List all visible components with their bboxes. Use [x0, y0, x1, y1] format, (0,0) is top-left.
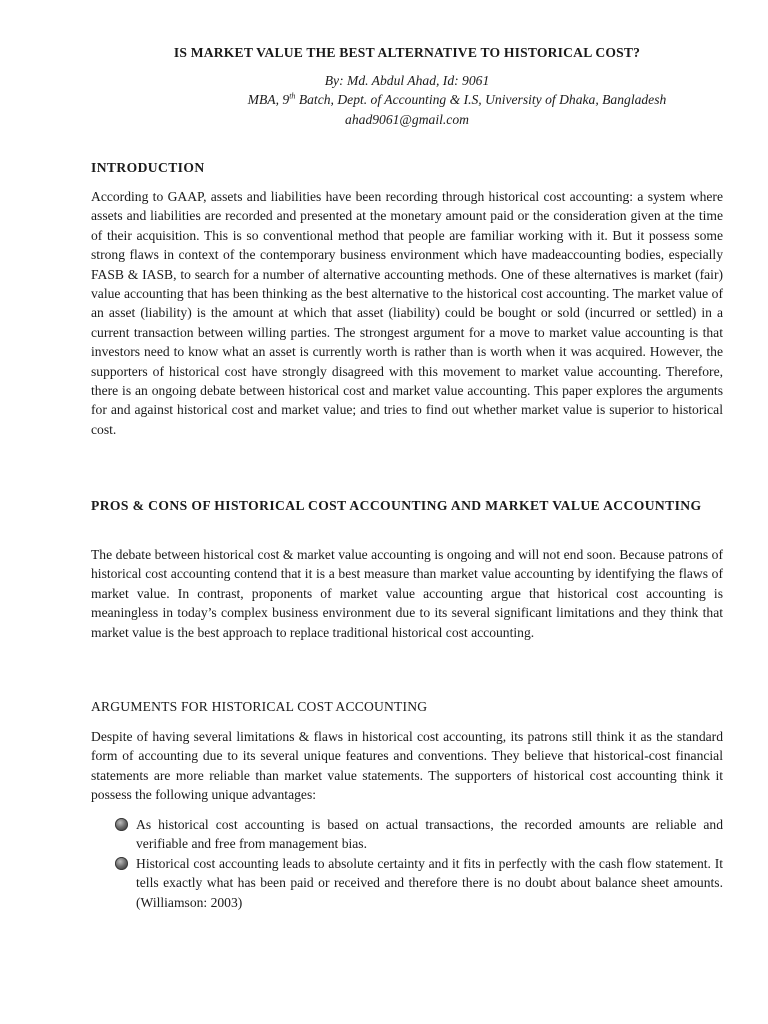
affiliation-pre: MBA, 9 [247, 92, 290, 107]
pros-cons-paragraph: The debate between historical cost & market value accounting is ongoing and will not end soon. Because patrons of historical cost accounting contend that it is a best measure than market value accounting by identifying the flaws of market value. In contrast, proponents of market value accounting argue that historical cost accounting is meaningless in today’s complex business environment due to its several significant limitations and they think that market value is the best approach to replace traditional historical cost accounting. [91, 547, 723, 640]
list-item-text: Historical cost accounting leads to absolute certainty and it fits in perfectly with the cash flow statement. It tells exactly what has been paid or received and therefore there is no doubt about balance sheet amounts. (Williamson: 2003) [136, 855, 723, 910]
arguments-paragraph: Despite of having several limitations & flaws in historical cost accounting, its patrons still think it as the standard form of accounting due to its several unique features and conventions. They believe that historical-cost financial statements are more reliable than market value statements. The supporters of historical cost accounting think it possess the following unique advantages: [91, 729, 723, 803]
bullet-icon [115, 857, 128, 870]
author-email: ahad9061@gmail.com [345, 112, 469, 127]
affiliation-post: Batch, Dept. of Accounting & I.S, University of Dhaka, Bangladesh [295, 92, 667, 107]
author-line: By: Md. Abdul Ahad, Id: 9061 [324, 73, 490, 88]
paper-title: IS MARKET VALUE THE BEST ALTERNATIVE TO HISTORICAL COST? [173, 45, 641, 60]
introduction-heading: INTRODUCTION [91, 160, 205, 175]
affiliation-line [141, 92, 768, 108]
list-item [115, 854, 723, 912]
arguments-heading: ARGUMENTS FOR HISTORICAL COST ACCOUNTING [91, 699, 428, 714]
pros-cons-heading: PROS & CONS OF HISTORICAL COST ACCOUNTING AND MARKET VALUE ACCOUNTING [91, 498, 702, 513]
advantages-list [115, 815, 723, 912]
affiliation-superscript: th [289, 91, 296, 101]
introduction-paragraph: According to GAAP, assets and liabilities have been recording through historical cost accounting: a system where assets and liabilities are recorded and presented at the monetary amount paid or the consideration given at the time of their acquisition. This is so conventional method that people are familiar working with it. But it possess some strong flaws in context of the contemporary business environment which have madeaccounting bodies, especially FASB & IASB, to search for a number of alternative accounting methods. One of these alternatives is market (fair) value accounting that has been thinking as the best alternative to the historical cost accounting. The market value of an asset (liability) is the amount at which that asset (liability) could be bought or sold (incurred or settled) in a current transaction between willing parties. The strongest argument for a move to market value accounting is that investors need to know what an asset is currently worth is rather than is worth when it was acquired. However, the supporters of historical cost have strongly disagreed with this movement to market value accounting. Therefore, there is an ongoing debate between historical cost and market value accounting. This paper explores the arguments for and against historical cost and market value; and tries to find out whether market value is superior to historical cost. [91, 189, 723, 437]
list-item-text: As historical cost accounting is based on actual transactions, the recorded amounts are reliable and verifiable and free from management bias. [136, 817, 723, 852]
list-item [115, 815, 723, 854]
bullet-icon [115, 818, 128, 831]
